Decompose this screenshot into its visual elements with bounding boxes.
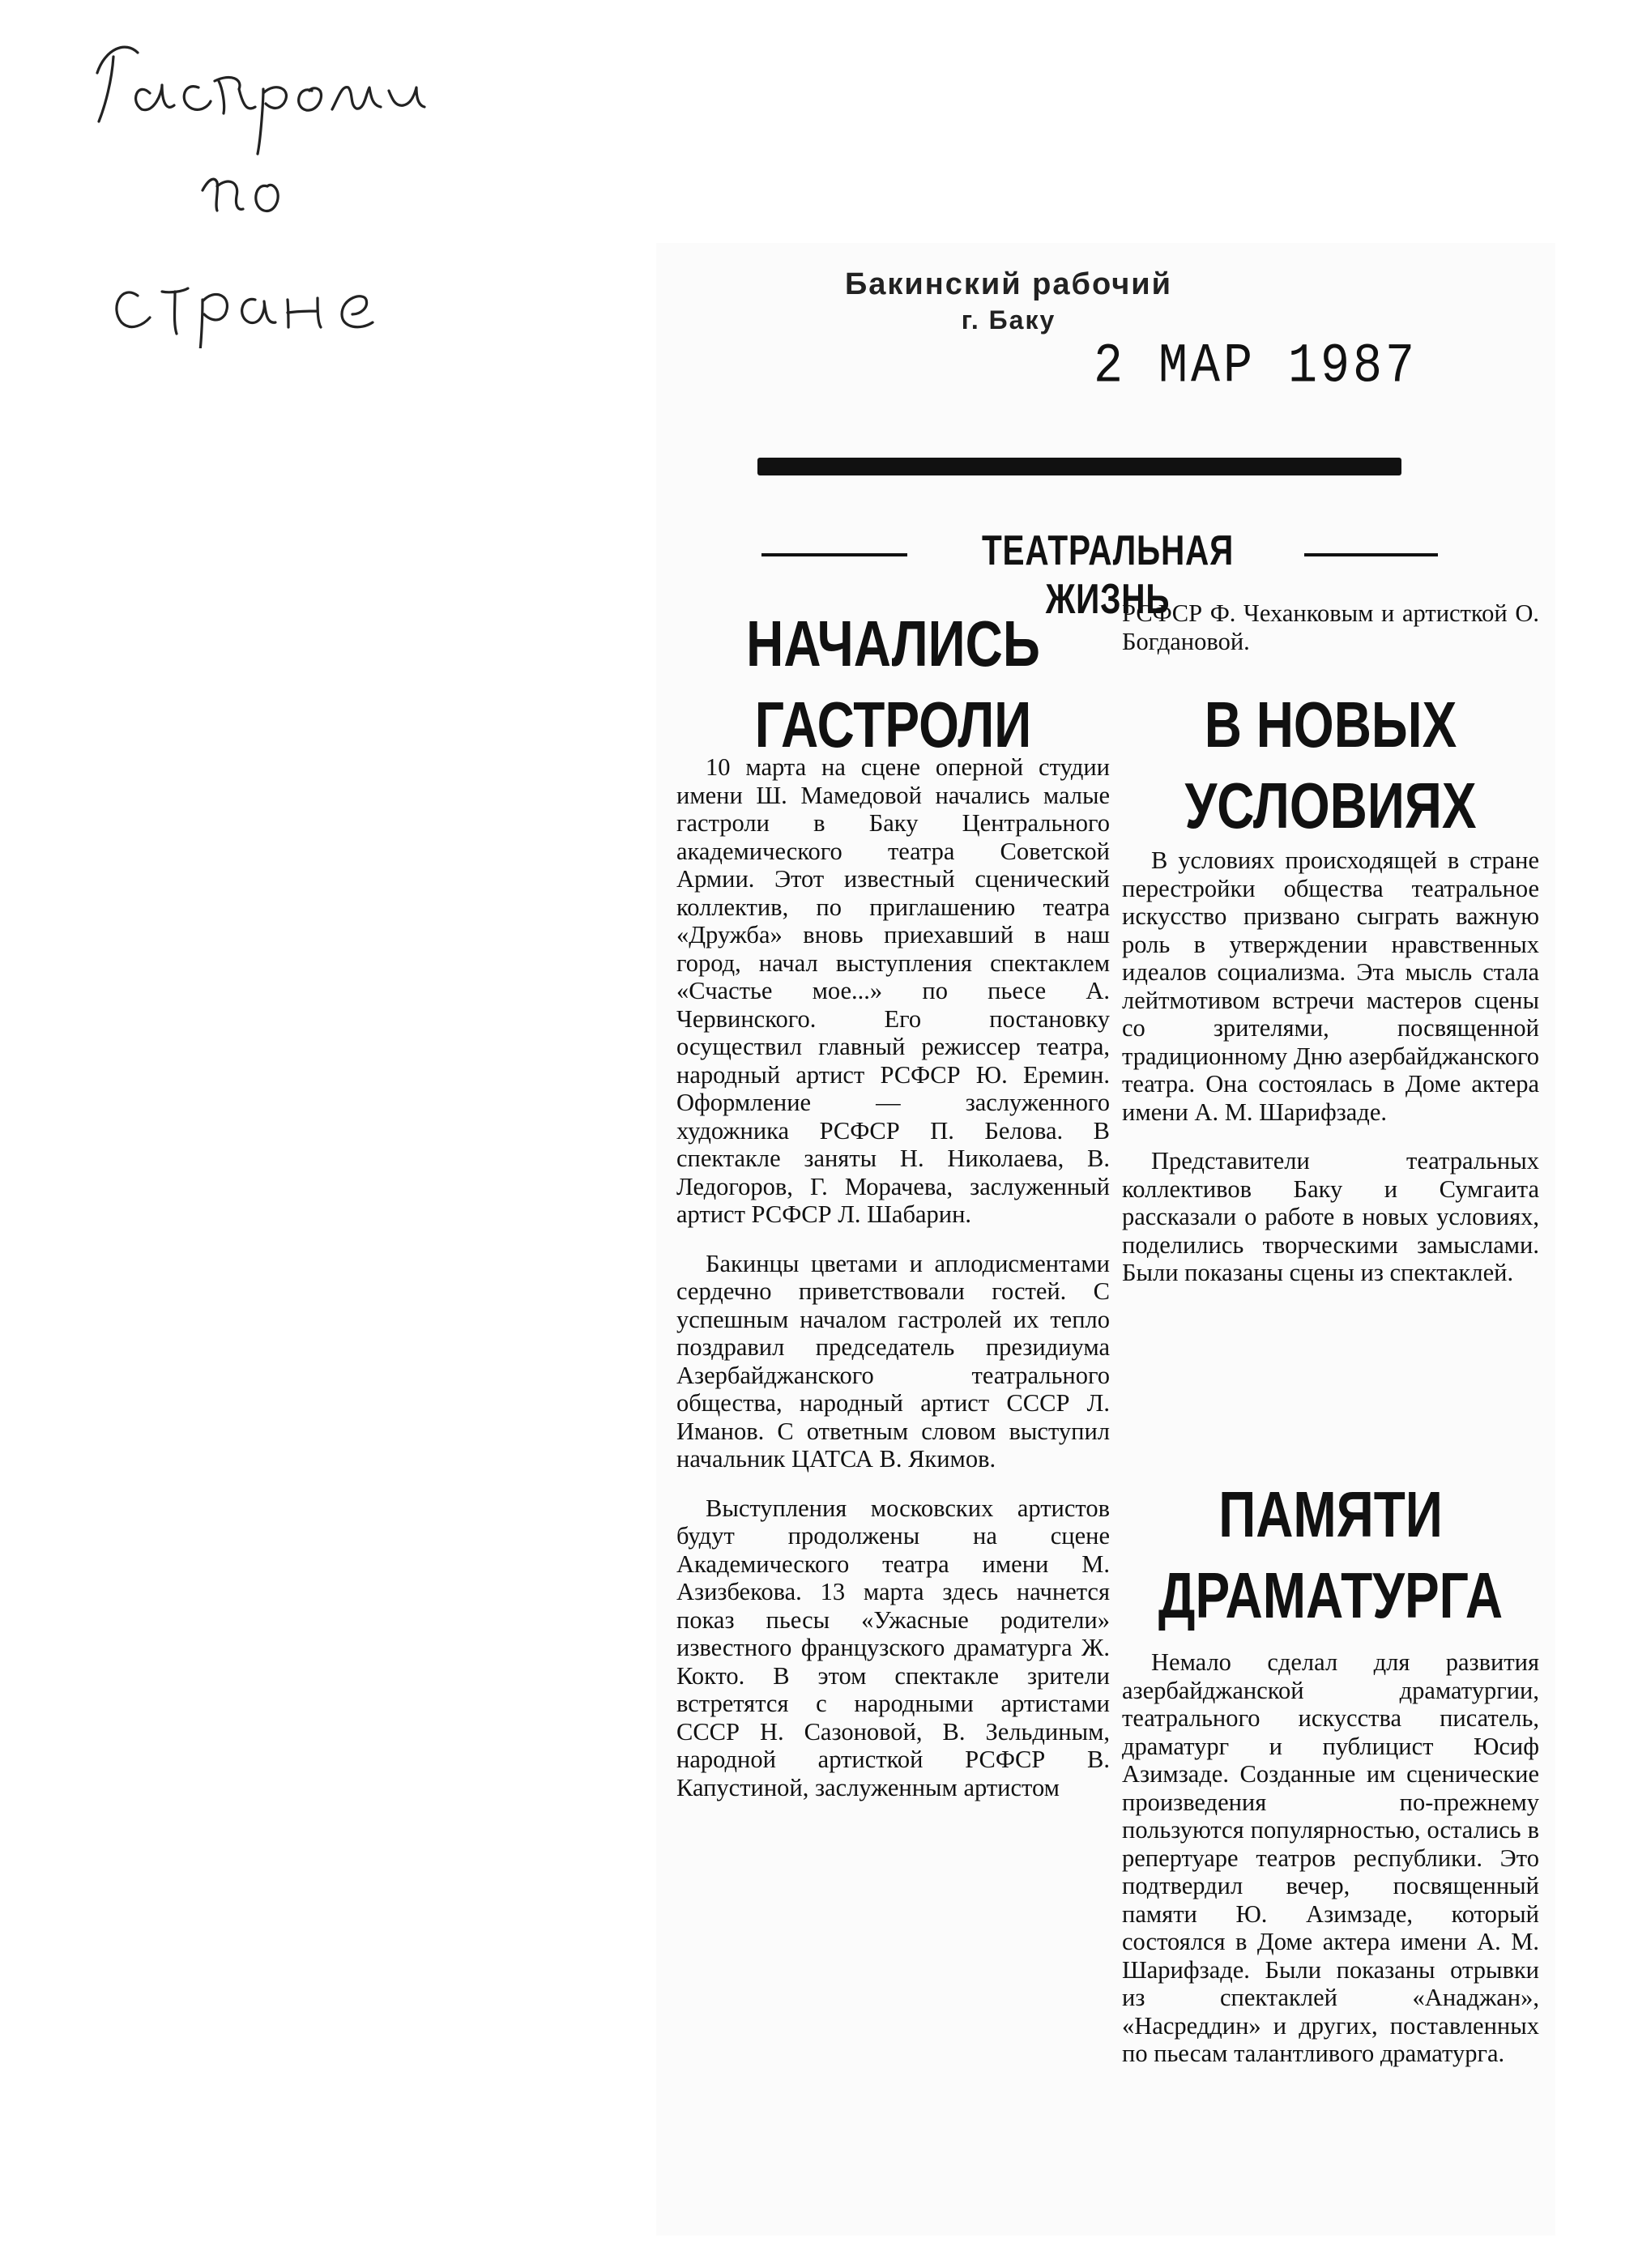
article-paragraph: 10 марта на сцене оперной студии имени Ш. Мамедовой начались малые гастроли в Баку Центрального академического театра Советской Армии. Этот известный сценический коллектив, по приглашению театра «Дружба» вновь приехавший в наш город, начал выступления спектаклем «Счастье мое...» по пьесе А. Червинского. Его постановку осуществил главный режиссер театра, народный артист РСФСР Ю. Еремин. Оформление — заслуженного художника РСФСР П. Белова. В спектакле заняты Н. Николаева, В. Ледогоров, Г. Морачева, заслуженный артист РСФСР Л. Шабарин. (676, 753, 1110, 1228)
rubric-line-left (761, 553, 907, 556)
newspaper-clipping (656, 243, 1555, 2236)
article-body-new-conditions (1122, 846, 1539, 1287)
masthead-rule (757, 458, 1401, 475)
rubric-line-right (1304, 553, 1438, 556)
section-rubric (761, 526, 1438, 623)
article-continuation-tours: РСФСР Ф. Чеханковым и артисткой О. Богдановой. (1122, 599, 1539, 655)
article-body-tours (676, 753, 1110, 1801)
newspaper-city: г. Баку (961, 305, 1056, 335)
article-paragraph: В условиях происходящей в стране перестройки общества театральное искусство призвано сыграть важную роль в утверждении нравственных идеалов социализма. Эта мысль стала лейтмотивом встречи мастеров сцены со зрителями, посвященной традиционному Дню азербайджанского театра. Она состоялась в Доме актера имени А. М. Шарифзаде. (1122, 846, 1539, 1126)
rubric-title: ТЕАТРАЛЬНАЯ ЖИЗНЬ (981, 527, 1235, 623)
article-paragraph: Немало сделал для развития азербайджанской драматургии, театрального искусства писатель, драматург и публицист Юсиф Азимзаде. Созданные им сценические произведения по-прежнему пользуются популярностью, остались в репертуаре театров республики. Это подтвердил вечер, посвященный памяти Ю. Азимзаде, который состоялся в Доме актера имени А. М. Шарифзаде. Были показаны отрывки из спектаклей «Анаджан», «Насреддин» и других, поставленных по пьесам талантливого драматурга. (1122, 1648, 1539, 2067)
newspaper-title: Бакинский рабочий (844, 267, 1173, 301)
article-paragraph: Представители театральных коллективов Баку и Сумгаита рассказали о работе в новых условиях, поделились творческими замыслами. Были показаны сцены из спектаклей. (1122, 1147, 1539, 1286)
handwritten-note-image (81, 16, 454, 348)
article-headline-memory: ПАМЯТИ ДРАМАТУРГА (1158, 1478, 1504, 1631)
handwritten-note (81, 16, 454, 348)
article-body-memory (1122, 1648, 1539, 2068)
date-stamp-text: 2 МАР 1987 (1094, 335, 1418, 399)
article-headline-new-conditions: В НОВЫХ УСЛОВИЯХ (1184, 688, 1477, 842)
article-headline-tours: НАЧАЛИСЬ ГАСТРОЛИ (746, 608, 1040, 761)
masthead (774, 267, 1243, 335)
article-paragraph: Выступления московских артистов будут продолжены на сцене Академического театра имени М. Азизбекова. 13 марта здесь начнется показ пьесы «Ужасные родители» известного французского драматурга Ж. Кокто. В этом спектакле зрители встретятся с народными артистами СССР Н. Сазоновой, В. Зельдиным, народной артисткой РСФСР В. Капустиной, заслуженным артистом (676, 1494, 1110, 1801)
article-paragraph: Бакинцы цветами и аплодисментами сердечно приветствовали гостей. С успешным началом гастролей их тепло поздравил председатель президиума Азербайджанского театрального общества, народный артист СССР Л. Иманов. С ответным словом выступил начальник ЦАТСА В. Якимов. (676, 1249, 1110, 1473)
date-stamp (1094, 335, 1515, 410)
